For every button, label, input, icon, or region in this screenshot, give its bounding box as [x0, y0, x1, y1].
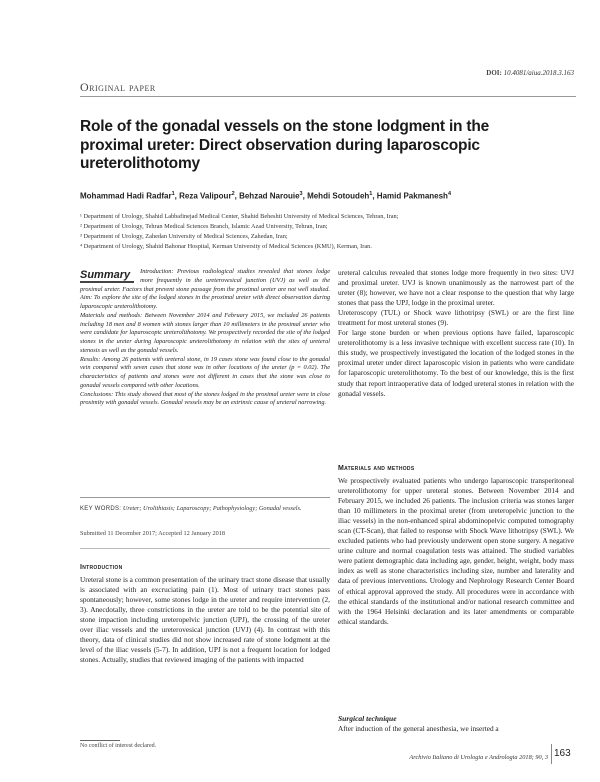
author-separator: , — [174, 191, 180, 201]
summary-results-label: Results: — [80, 355, 101, 363]
page-number: 163 — [554, 748, 571, 759]
doi-line — [330, 69, 574, 77]
author-name: Behzad Narouie — [239, 191, 300, 201]
author-affil-ref: 1 — [171, 191, 175, 197]
methods-body — [338, 476, 574, 627]
methods-paragraph: We prospectively evaluated patients who undergo laparoscopic transperitoneal ureterolithotomy for upper ureteral stones. Between November 2014 and February 2015, we included 26 patients. The inclusion criteria was stones larger than 10 millimeters in the proximal ureter (from ureteropelvic junction to the iliac vessels) in the non-enhanced spiral abdominopelvic computed tomography scan (CT-Scan), that failed to response with Shock Wave lithotripsy (SWL). We excluded patients who had previously underwent open stone surgery. A negative urine culture and normal coagulation tests was attained. The studied variables were patient demographic data including age, gender, height, weight, body mass index as well as stone characteristics including size, number and laterality and data of previous interventions. Urology and Nephrology Research Center Board of ethical approval approved the study. All procedures were in accordance with the ethical standards of the institutional and/or national research committee and with the 1964 Helsinki declaration and its later amendments or comparable ethical standards. — [338, 476, 574, 626]
summary-results — [80, 356, 330, 391]
affiliation-item: ³ Department of Urology, Zahedan University of Medical Sciences, Zahedan, Iran; — [80, 233, 288, 240]
author-affil-ref: 4 — [447, 191, 451, 197]
summary-methods — [80, 312, 330, 356]
summary-methods-label: Materials and methods: — [80, 311, 143, 319]
affiliations — [80, 212, 580, 252]
summary-intro-text: Previous radiological studies revealed that stones lodge more frequently in the ureterovesical junction (UVJ) as well as the proximal ureter. Factors that prevent stone passage from the proximal ureter are not well studied. Aim: To explore the site of the lodged stones in the proximal ureter with direct observation during laparoscopic ureterolithotomy. — [80, 268, 330, 310]
summary-conclusions-text: This study showed that most of the stones lodged in the proximal ureter were in close proximity with gonadal vessels. Gonadal vessels may be an extrinsic cause of ureteral narrowing. — [80, 390, 330, 407]
author-separator: , — [372, 191, 377, 201]
submission-dates: Submitted 11 December 2017; Accepted 12 January 2018 — [80, 530, 226, 537]
right-paragraph: ureteral calculus revealed that stones lodge more frequently in two sites: UVJ and proximal ureter. UVJ is known unanimously as the narrowest part of the ureter (8); however, we have not a clear response to the question that why large stones that pass the UPJ, lodge in the proximal ureter. — [338, 268, 574, 308]
author-affil-ref: 2 — [231, 191, 235, 197]
introduction-body — [80, 575, 330, 665]
summary-conclusions — [80, 391, 330, 409]
methods-heading: Materials and methods — [338, 465, 415, 472]
author-affil-ref: 1 — [369, 191, 373, 197]
article-title: Role of the gonadal vessels on the stone lodgment in the proximal ureter: Direct observation during laparoscopic ureterolithotomy — [80, 118, 490, 172]
doi-value[interactable]: 10.4081/aiua.2018.3.163 — [503, 69, 574, 77]
surgical-technique-text: After induction of the general anesthesia, we inserted a — [338, 724, 499, 733]
author-separator: , — [234, 191, 240, 201]
surgical-technique-heading: Surgical technique — [338, 714, 397, 723]
keywords-label: KEY WORDS: — [80, 506, 122, 512]
author-separator: , — [302, 191, 308, 201]
introduction-heading: Introduction — [80, 564, 123, 571]
summary-results-text: Among 26 patients with ureteral stone, in 19 cases stone was found close to the gonadal vein compared with seven cases that stone was in other locations of the ureter (p = 0.02). The characteristics of patients and stones were not different in cases that the stone was close to gonadal vessels compared with other locations. — [80, 355, 330, 389]
author-name: Hamid Pakmanesh — [376, 191, 448, 201]
summary-heading: Summary — [80, 269, 134, 283]
affiliation-item: ² Department of Urology, Tehran Medical Sciences Branch, Islamic Azad University, Tehran, Iran; — [80, 223, 328, 230]
page-number-divider — [551, 744, 552, 764]
summary-conclusions-label: Conclusions: — [80, 390, 114, 398]
section-label: Original paper — [80, 80, 156, 94]
author-name: Reza Valipour — [179, 191, 232, 201]
keywords-text: Ureter; Urolithiasis; Laparoscopy; Pathophysiology; Gonadal vessels. — [122, 505, 302, 512]
footnote: No conflict of interest declared. — [80, 743, 157, 749]
affiliation-item: ⁴ Department of Urology, Shahid Bahonar Hospital, Kerman University of Medical Sciences (KMU), Kerman, Iran. — [80, 243, 372, 250]
doi-label: DOI: — [486, 69, 502, 77]
journal-footer: Archivio Italiano di Urologia e Andrologia 2018; 90, 3 — [409, 754, 548, 761]
summary-intro-label: Introduction: — [140, 268, 174, 275]
summary-divider — [80, 497, 330, 498]
summary-methods-text: Between November 2014 and February 2015, we included 26 patients including 18 men and 8 women with stones larger than 10 millimeters in the proximal ureter who were candidate for laparoscopic ureterolithotomy. We prospectively recorded the site of the lodged stones in the ureter during laparoscopic ureterolithotomy in relation with the sites of ureteral stenosis as well as the gonadal vessels. — [80, 311, 331, 354]
author-name: Mehdi Sotoudeh — [307, 191, 370, 201]
introduction-paragraph: Ureteral stone is a common presentation of the urinary tract stone disease that usually is associated with an excruciating pain (1). Most of urinary tract stones pass spontaneously; however, some stones lodge in the ureter and require intervention (2, 3). Anecdotally, three constrictions in the ureter are told to be the potential site of stone impaction including ureteropelvic junction (UPJ), the crossing of the ureter over iliac vessels and the ureterovesical junction (UVJ) (4). In contrast with this theory, data of clinical studies did not show increased rate of stone lodgment at the level of the iliac vessels (5-7). In addition, UPJ is not a frequent location for lodged stones. Actually, studies that reviewed imaging of the patients with impacted — [80, 575, 330, 665]
affiliation-item: ¹ Department of Urology, Shahid Labbafinejad Medical Center, Shahid Beheshti University of Medical Sciences, Tehran, Iran; — [80, 213, 399, 220]
right-column-intro — [338, 268, 574, 399]
header-divider — [80, 96, 576, 97]
footnote-divider — [80, 740, 120, 741]
author-affil-ref: 3 — [299, 191, 303, 197]
author-name: Mohammad Hadi Radfar — [80, 191, 172, 201]
right-paragraph: For large stone burden or when previous options have failed, laparoscopic ureterolithotomy is a less invasive technique with excellent success rate (10). In this study, we prospectively investigated the location of the lodged stones in the proximal ureter under direct laparoscopic vision in patients who were candidate for laparoscopic ureterolithotomy. To the best of our knowledge, this is the first study that report intraoperative data of lodged ureteral stones in relation with the gonadal vessels. — [338, 328, 574, 398]
right-paragraph: Ureteroscopy (TUL) or Shock wave lithotripsy (SWL) or are the first line treatment for most ureteral stones (9). — [338, 308, 574, 328]
author-list — [80, 191, 580, 201]
summary-abstract — [80, 268, 330, 408]
submission-divider — [80, 548, 330, 549]
keywords — [80, 504, 330, 514]
